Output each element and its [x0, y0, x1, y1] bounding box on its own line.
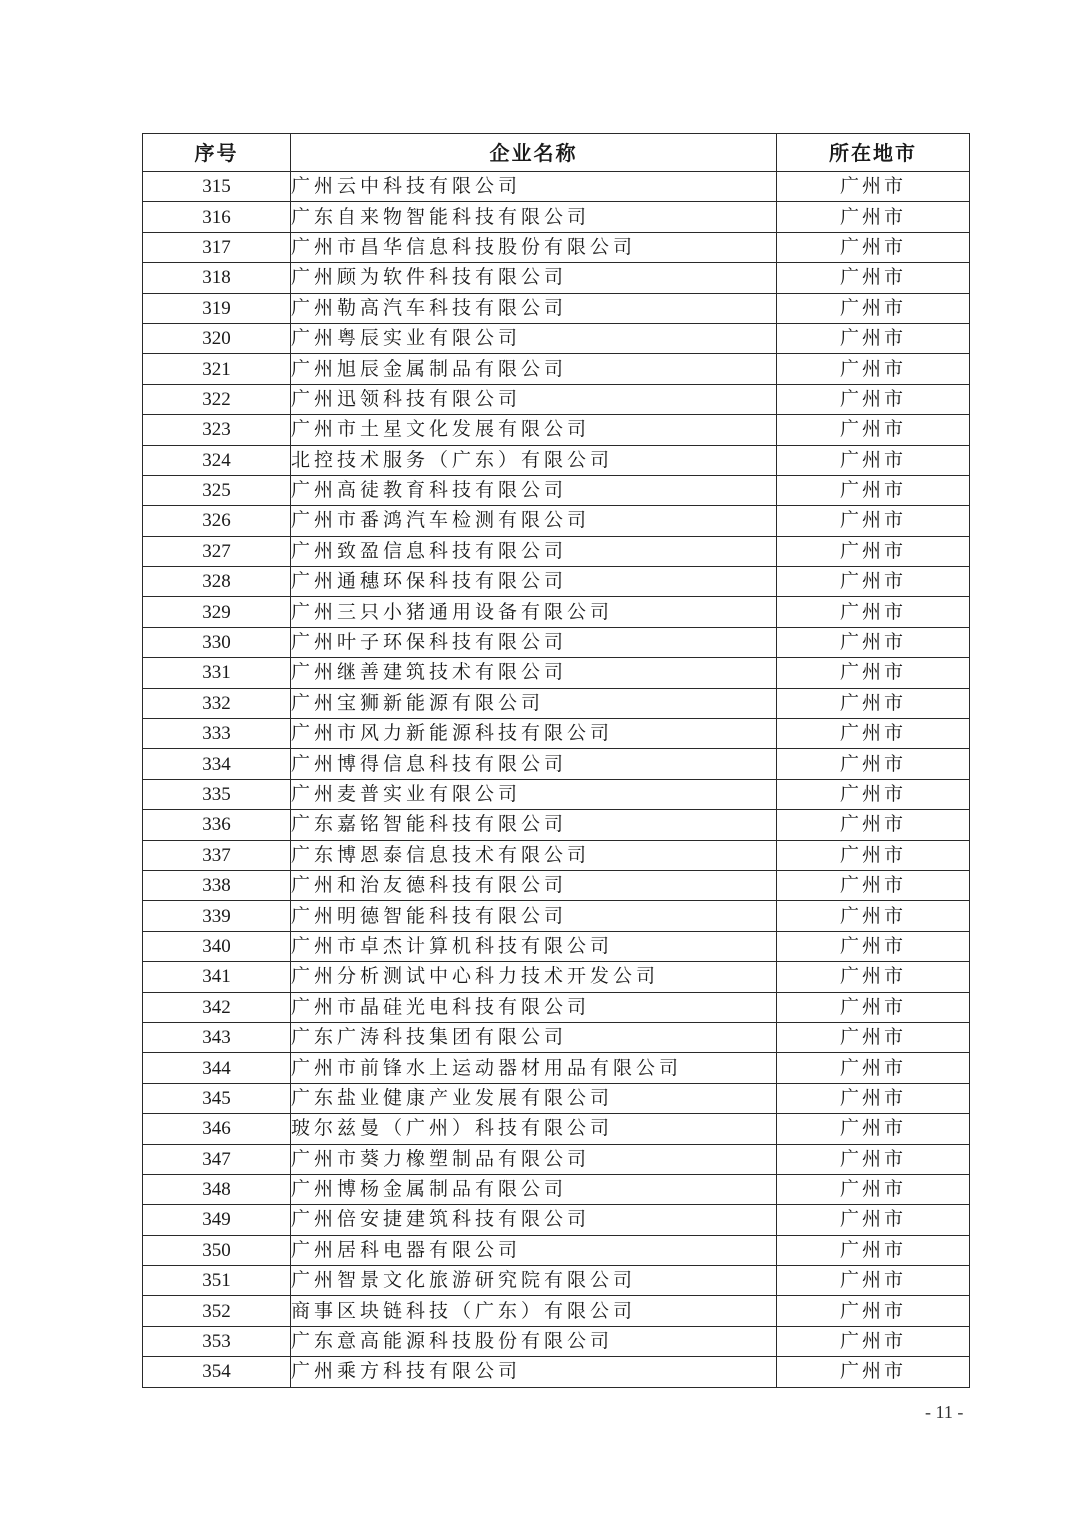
table-row: [143, 840, 970, 870]
table-header-row: [143, 134, 970, 172]
table-row: [143, 415, 970, 445]
row-seq: 347: [143, 1144, 291, 1174]
row-city: 广州市: [777, 1022, 970, 1052]
table-row: [143, 1174, 970, 1204]
header-company-name: 企业名称: [291, 134, 777, 172]
row-city: 广州市: [777, 1235, 970, 1265]
row-company-name: 广州智景文化旅游研究院有限公司: [291, 1266, 777, 1296]
row-company-name: 广州明德智能科技有限公司: [291, 901, 777, 931]
row-company-name: 广州迅领科技有限公司: [291, 384, 777, 414]
table-row: [143, 475, 970, 505]
row-city: 广州市: [777, 810, 970, 840]
row-city: 广州市: [777, 840, 970, 870]
row-city: 广州市: [777, 962, 970, 992]
table-row: [143, 202, 970, 232]
row-city: 广州市: [777, 1326, 970, 1356]
row-company-name: 广东博恩泰信息技术有限公司: [291, 840, 777, 870]
row-city: 广州市: [777, 1357, 970, 1387]
table-row: [143, 323, 970, 353]
row-company-name: 广州博杨金属制品有限公司: [291, 1174, 777, 1204]
row-seq: 320: [143, 323, 291, 353]
row-seq: 315: [143, 172, 291, 202]
table-row: [143, 779, 970, 809]
row-city: 广州市: [777, 1114, 970, 1144]
row-seq: 334: [143, 749, 291, 779]
row-company-name: 广州市前锋水上运动器材用品有限公司: [291, 1053, 777, 1083]
row-city: 广州市: [777, 901, 970, 931]
row-seq: 350: [143, 1235, 291, 1265]
row-seq: 341: [143, 962, 291, 992]
row-city: 广州市: [777, 384, 970, 414]
row-company-name: 广州继善建筑技术有限公司: [291, 658, 777, 688]
table-row: [143, 354, 970, 384]
row-city: 广州市: [777, 627, 970, 657]
row-city: 广州市: [777, 870, 970, 900]
table-row: [143, 597, 970, 627]
row-seq: 323: [143, 415, 291, 445]
header-city: 所在地市: [777, 134, 970, 172]
row-city: 广州市: [777, 567, 970, 597]
row-city: 广州市: [777, 202, 970, 232]
row-city: 广州市: [777, 415, 970, 445]
table-row: [143, 567, 970, 597]
table-row: [143, 506, 970, 536]
row-seq: 333: [143, 719, 291, 749]
row-seq: 326: [143, 506, 291, 536]
table-row: [143, 658, 970, 688]
row-company-name: 广州市风力新能源科技有限公司: [291, 719, 777, 749]
row-seq: 328: [143, 567, 291, 597]
row-city: 广州市: [777, 232, 970, 262]
row-city: 广州市: [777, 475, 970, 505]
row-company-name: 广东广涛科技集团有限公司: [291, 1022, 777, 1052]
row-seq: 343: [143, 1022, 291, 1052]
table-row: [143, 172, 970, 202]
row-company-name: 广州市昌华信息科技股份有限公司: [291, 232, 777, 262]
row-seq: 325: [143, 475, 291, 505]
row-seq: 351: [143, 1266, 291, 1296]
row-seq: 322: [143, 384, 291, 414]
table-row: [143, 627, 970, 657]
row-city: 广州市: [777, 293, 970, 323]
table-row: [143, 992, 970, 1022]
row-company-name: 广州和治友德科技有限公司: [291, 870, 777, 900]
row-company-name: 广州市番鸿汽车检测有限公司: [291, 506, 777, 536]
row-city: 广州市: [777, 1266, 970, 1296]
table-row: [143, 1357, 970, 1387]
table-row: [143, 263, 970, 293]
row-company-name: 广州博得信息科技有限公司: [291, 749, 777, 779]
row-city: 广州市: [777, 1053, 970, 1083]
table-row: [143, 384, 970, 414]
table-row: [143, 1022, 970, 1052]
row-company-name: 广东嘉铭智能科技有限公司: [291, 810, 777, 840]
row-seq: 317: [143, 232, 291, 262]
row-seq: 321: [143, 354, 291, 384]
row-company-name: 广州通穗环保科技有限公司: [291, 567, 777, 597]
row-company-name: 广州旭辰金属制品有限公司: [291, 354, 777, 384]
row-seq: 348: [143, 1174, 291, 1204]
row-city: 广州市: [777, 536, 970, 566]
row-company-name: 广州云中科技有限公司: [291, 172, 777, 202]
row-city: 广州市: [777, 688, 970, 718]
row-city: 广州市: [777, 1144, 970, 1174]
row-company-name: 广州居科电器有限公司: [291, 1235, 777, 1265]
row-seq: 331: [143, 658, 291, 688]
row-seq: 353: [143, 1326, 291, 1356]
row-city: 广州市: [777, 354, 970, 384]
row-city: 广州市: [777, 749, 970, 779]
row-seq: 327: [143, 536, 291, 566]
table-row: [143, 1266, 970, 1296]
row-company-name: 广州粤辰实业有限公司: [291, 323, 777, 353]
row-company-name: 广东意高能源科技股份有限公司: [291, 1326, 777, 1356]
row-company-name: 广州市晶硅光电科技有限公司: [291, 992, 777, 1022]
row-company-name: 北控技术服务（广东）有限公司: [291, 445, 777, 475]
row-seq: 344: [143, 1053, 291, 1083]
company-list-table: [142, 133, 970, 1388]
table-row: [143, 719, 970, 749]
row-company-name: 商事区块链科技（广东）有限公司: [291, 1296, 777, 1326]
row-city: 广州市: [777, 1083, 970, 1113]
row-seq: 345: [143, 1083, 291, 1113]
row-seq: 330: [143, 627, 291, 657]
table-row: [143, 962, 970, 992]
row-company-name: 广州宝狮新能源有限公司: [291, 688, 777, 718]
row-company-name: 广州勒高汽车科技有限公司: [291, 293, 777, 323]
row-seq: 338: [143, 870, 291, 900]
table-row: [143, 870, 970, 900]
table-row: [143, 445, 970, 475]
row-seq: 316: [143, 202, 291, 232]
row-company-name: 广州叶子环保科技有限公司: [291, 627, 777, 657]
row-seq: 337: [143, 840, 291, 870]
row-city: 广州市: [777, 992, 970, 1022]
row-city: 广州市: [777, 931, 970, 961]
row-city: 广州市: [777, 506, 970, 536]
row-seq: 346: [143, 1114, 291, 1144]
table-body: [143, 172, 970, 1388]
row-company-name: 广东盐业健康产业发展有限公司: [291, 1083, 777, 1113]
header-seq: 序号: [143, 134, 291, 172]
row-company-name: 广东自来物智能科技有限公司: [291, 202, 777, 232]
row-company-name: 玻尔兹曼（广州）科技有限公司: [291, 1114, 777, 1144]
row-seq: 319: [143, 293, 291, 323]
row-city: 广州市: [777, 172, 970, 202]
table-row: [143, 1053, 970, 1083]
table-row: [143, 1326, 970, 1356]
row-city: 广州市: [777, 597, 970, 627]
row-seq: 354: [143, 1357, 291, 1387]
table-row: [143, 1235, 970, 1265]
row-company-name: 广州乘方科技有限公司: [291, 1357, 777, 1387]
table-row: [143, 901, 970, 931]
table-row: [143, 749, 970, 779]
row-company-name: 广州三只小猪通用设备有限公司: [291, 597, 777, 627]
table-row: [143, 810, 970, 840]
row-city: 广州市: [777, 658, 970, 688]
row-company-name: 广州麦普实业有限公司: [291, 779, 777, 809]
row-city: 广州市: [777, 323, 970, 353]
row-seq: 339: [143, 901, 291, 931]
row-company-name: 广州高徒教育科技有限公司: [291, 475, 777, 505]
row-seq: 329: [143, 597, 291, 627]
row-seq: 332: [143, 688, 291, 718]
table-row: [143, 536, 970, 566]
row-city: 广州市: [777, 779, 970, 809]
table-row: [143, 232, 970, 262]
page-number: - 11 -: [925, 1402, 964, 1422]
table-row: [143, 931, 970, 961]
row-seq: 324: [143, 445, 291, 475]
row-city: 广州市: [777, 1205, 970, 1235]
row-company-name: 广州市葵力橡塑制品有限公司: [291, 1144, 777, 1174]
row-seq: 340: [143, 931, 291, 961]
row-seq: 336: [143, 810, 291, 840]
row-city: 广州市: [777, 1296, 970, 1326]
table-row: [143, 688, 970, 718]
row-city: 广州市: [777, 1174, 970, 1204]
row-seq: 335: [143, 779, 291, 809]
table-row: [143, 1205, 970, 1235]
table-row: [143, 1083, 970, 1113]
row-city: 广州市: [777, 263, 970, 293]
row-company-name: 广州致盈信息科技有限公司: [291, 536, 777, 566]
row-seq: 352: [143, 1296, 291, 1326]
table-row: [143, 1296, 970, 1326]
row-seq: 342: [143, 992, 291, 1022]
row-company-name: 广州倍安捷建筑科技有限公司: [291, 1205, 777, 1235]
row-seq: 318: [143, 263, 291, 293]
table-row: [143, 293, 970, 323]
row-company-name: 广州分析测试中心科力技术开发公司: [291, 962, 777, 992]
table-row: [143, 1144, 970, 1174]
row-company-name: 广州市卓杰计算机科技有限公司: [291, 931, 777, 961]
row-company-name: 广州顾为软件科技有限公司: [291, 263, 777, 293]
row-city: 广州市: [777, 719, 970, 749]
row-seq: 349: [143, 1205, 291, 1235]
row-company-name: 广州市土星文化发展有限公司: [291, 415, 777, 445]
row-city: 广州市: [777, 445, 970, 475]
table-row: [143, 1114, 970, 1144]
